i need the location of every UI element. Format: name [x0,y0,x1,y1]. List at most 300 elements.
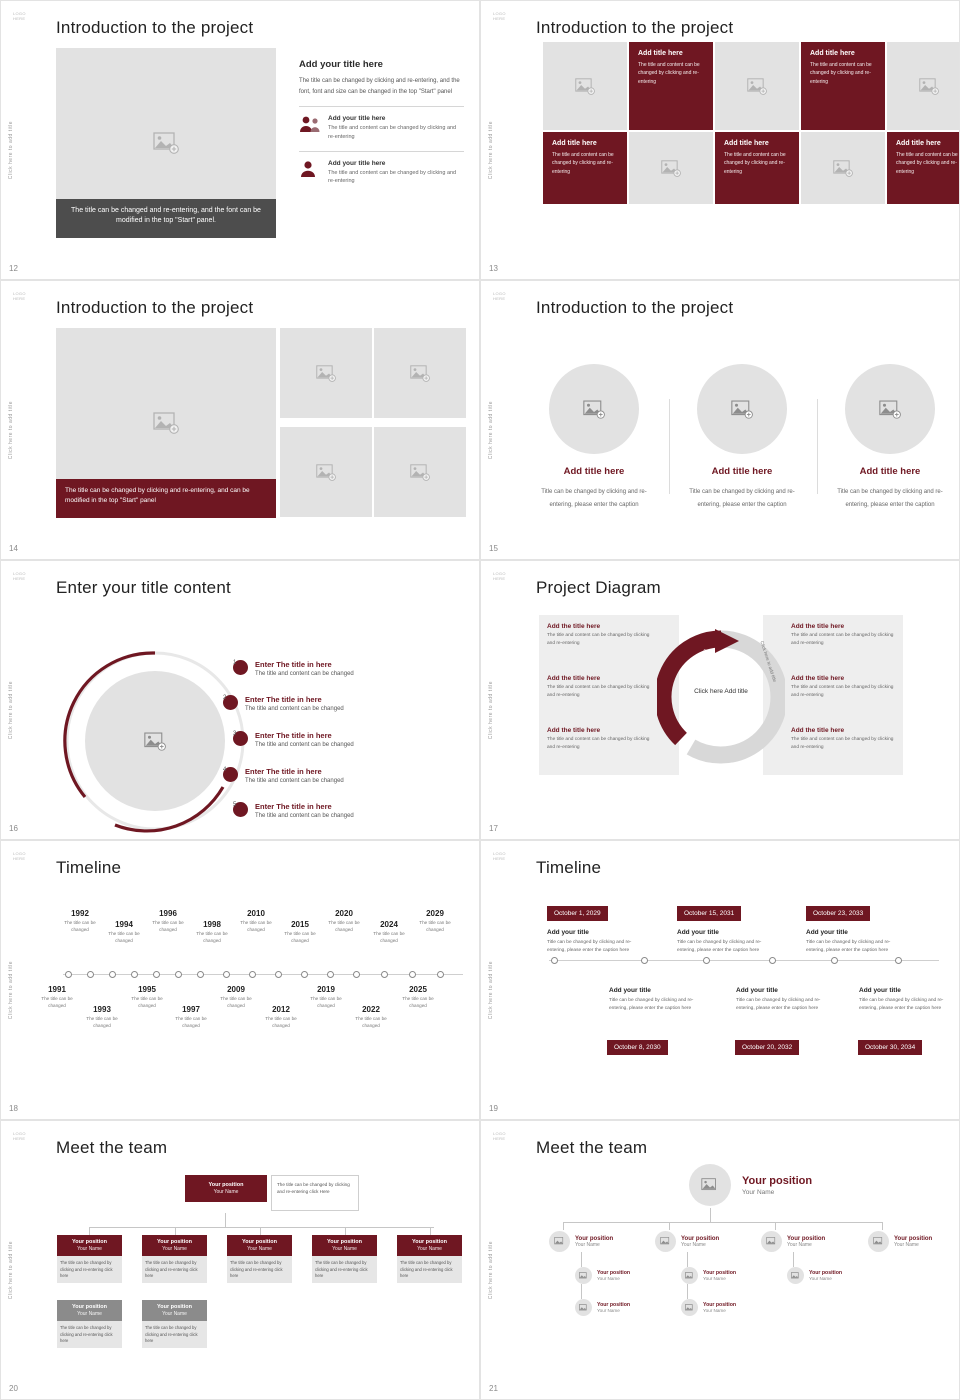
list-item[interactable] [233,802,354,819]
card-title: Add your title [677,929,719,936]
logo-mark: LOGO HERE [13,291,26,301]
item-text: The title and content can be changed by clicking and re-entering [791,633,894,647]
team-node[interactable] [681,1299,736,1316]
org-box[interactable] [57,1300,122,1348]
slide-20[interactable] [0,1120,480,1400]
year: 1992 [71,909,89,918]
timeline-marker[interactable] [831,957,838,964]
page-title: Timeline [56,858,122,877]
timeline-marker[interactable] [223,971,230,978]
caption: The title can be changed [108,931,140,943]
caption: The title can be changed [41,996,73,1008]
item-title: Add the title here [547,675,601,682]
logo-mark: LOGO HERE [493,851,506,861]
position: Your position [71,1239,108,1245]
diagram-item[interactable] [791,675,901,700]
item-title: Add the title here [791,727,845,734]
timeline-marker[interactable] [703,957,710,964]
tile-text[interactable] [801,42,885,130]
list-item-title: Enter The title in here [255,660,332,669]
timeline-marker[interactable] [327,971,334,978]
timeline-label-above[interactable] [278,920,322,945]
timeline-marker[interactable] [131,971,138,978]
list-item-title: Enter The title in here [245,767,322,776]
slide-number: 19 [489,1104,498,1113]
tile-title: Add title here [638,50,683,57]
image-placeholder[interactable] [543,42,627,130]
year: 1991 [48,985,66,994]
timeline-label-above[interactable] [322,909,366,934]
year: 1996 [159,909,177,918]
org-box[interactable] [57,1235,122,1283]
connector [225,1213,226,1227]
position: Your position [411,1239,448,1245]
ring-label-left: Click here to add title [689,648,708,691]
list-item-text: The title and content can be changed [255,813,354,819]
image-placeholder[interactable] [845,364,935,454]
connector [882,1222,883,1230]
page-title: Introduction to the project [536,18,734,37]
slide-18[interactable] [0,840,480,1120]
connector [775,1222,776,1230]
org-text: The title can be changed by clicking and re-entering click here [397,1256,462,1283]
caption: The title can be changed [328,920,360,932]
content-column [299,59,464,195]
column-title: Add title here [711,466,773,477]
caption: The title can be changed [131,996,163,1008]
org-text: The title can be changed by clicking and re-entering click here [57,1321,122,1348]
card-title: Add your title [859,987,901,994]
tile-title: Add title here [810,50,855,57]
column-text: Title can be changed by clicking and re-entering, please enter the caption [689,489,795,508]
feature-column[interactable] [829,364,951,511]
tile-body: The title and content can be changed by clicking and re-entering [810,62,872,85]
timeline-marker[interactable] [641,957,648,964]
slide-number: 16 [9,824,18,833]
caption: The title can be changed [355,1016,387,1028]
tile-title: Add title here [896,140,941,147]
timeline-marker[interactable] [175,971,182,978]
list-item-text: The title and content can be changed [255,671,354,677]
timeline-axis [63,974,463,975]
page-title: Timeline [536,858,602,877]
position: Your position [809,1270,843,1276]
caption: The title can be changed [175,1016,207,1028]
feature-column[interactable] [533,364,655,511]
connector [175,1227,176,1235]
timeline-label-below[interactable] [125,985,169,1010]
name: Your Name [703,1308,726,1313]
page-title: Meet the team [536,1138,648,1157]
timeline-marker[interactable] [769,957,776,964]
card-text: Title can be changed by clicking and re-entering, please enter the caption here [547,940,632,954]
year: 2022 [362,1005,380,1014]
org-box[interactable] [227,1235,292,1283]
caption: The title can be changed [196,931,228,943]
tile-text[interactable] [887,132,960,204]
image-placeholder[interactable] [549,364,639,454]
position: Your position [326,1239,363,1245]
slide-number: 14 [9,544,18,553]
position: Your position [894,1235,933,1242]
image-placeholder[interactable] [374,427,466,517]
timeline-card[interactable] [609,987,705,1014]
team-node[interactable] [575,1299,630,1316]
year: 2009 [227,985,245,994]
org-note[interactable]: The title can be changed by clicking and re-entering click Here [271,1175,359,1211]
timeline-marker[interactable] [353,971,360,978]
page-title: Introduction to the project [56,298,254,317]
slide-number: 15 [489,544,498,553]
caption: The title can be changed [419,920,451,932]
side-label: Click here to add title [488,1241,494,1300]
step-number: 4 [223,767,238,782]
side-label: Click here to add title [8,401,14,460]
org-top-box[interactable] [185,1175,267,1202]
connector [581,1252,582,1267]
tile-grid [543,42,960,204]
ring-graphic [63,649,248,834]
timeline-marker[interactable] [197,971,204,978]
logo-mark: LOGO HERE [493,11,506,21]
page-title: Meet the team [56,1138,168,1157]
position: Your position [787,1235,826,1242]
step-number: 5 [233,802,248,817]
side-label: Click here to add title [488,401,494,460]
item-title: Add the title here [791,623,845,630]
feature-column[interactable] [681,364,803,511]
connector [89,1227,90,1235]
content-body: The title can be changed by clicking and re-entering, and the font, font and size can be changed in the top "Start" panel [299,78,460,95]
org-box[interactable] [142,1300,207,1348]
team-head[interactable] [689,1164,812,1206]
avatar[interactable] [549,1231,570,1252]
name: Your Name [77,1311,102,1318]
timeline-axis [549,960,939,961]
timeline-label-below[interactable] [80,1005,124,1030]
year: 2029 [426,909,444,918]
center-text: Click here Add title [694,688,748,695]
timeline-marker[interactable] [275,971,282,978]
year: 2019 [317,985,335,994]
image-placeholder[interactable] [715,42,799,130]
year: 1993 [93,1005,111,1014]
position: Your position [703,1270,737,1276]
connector [687,1284,688,1299]
team-node[interactable] [549,1231,613,1252]
tile-text[interactable] [543,132,627,204]
org-text: The title can be changed by clicking and re-entering click here [142,1321,207,1348]
team-node[interactable] [575,1267,630,1284]
name: Your Name [247,1246,272,1253]
team-node[interactable] [868,1231,932,1252]
timeline-label-below[interactable] [214,985,258,1010]
connector [669,1222,670,1230]
avatar[interactable] [655,1231,676,1252]
step-number: 3 [233,731,248,746]
person-icon [299,160,321,183]
slide-number: 13 [489,264,498,273]
timeline-card[interactable] [547,929,643,956]
avatar[interactable] [575,1299,592,1316]
name: Your Name [77,1246,102,1253]
caption: The title can be changed [265,1016,297,1028]
year: 1995 [138,985,156,994]
item-text: The title and content can be changed by clicking and re-entering [547,685,650,699]
connector [89,1227,434,1228]
year: 2010 [247,909,265,918]
card-title: Add your title [547,929,589,936]
date-badge[interactable]: October 15, 2031 [677,906,741,921]
list-item[interactable] [223,695,344,712]
date-badge[interactable]: October 8, 2030 [607,1040,668,1055]
tile-text[interactable] [715,132,799,204]
position: Your position [71,1304,108,1310]
connector [345,1227,346,1235]
image-placeholder[interactable] [697,364,787,454]
connector [687,1252,688,1267]
timeline-label-above[interactable] [190,920,234,945]
image-placeholder[interactable] [801,132,885,204]
item-text: The title and content can be changed by clicking and re-entering [791,737,894,751]
diagram-item[interactable] [547,675,657,700]
name: Your Name [597,1276,620,1281]
team-node[interactable] [655,1231,719,1252]
logo-mark: LOGO HERE [13,11,26,21]
diagram-item[interactable] [791,727,901,752]
position: Your position [241,1239,278,1245]
timeline-card[interactable] [736,987,832,1014]
page-title: Project Diagram [536,578,661,597]
timeline-label-above[interactable] [102,920,146,945]
slide-19[interactable] [480,840,960,1120]
slide-number: 20 [9,1384,18,1393]
card-text: Title can be changed by clicking and re-entering, please enter the caption here [859,998,944,1012]
timeline-label-above[interactable] [146,909,190,934]
card-text: Title can be changed by clicking and re-entering, please enter the caption here [806,940,891,954]
date-badge[interactable]: October 23, 2033 [806,906,870,921]
logo-mark: LOGO HERE [493,291,506,301]
slide-number: 12 [9,264,18,273]
name: Your Name [681,1241,706,1248]
name: Your Name [575,1241,600,1248]
item-title: Add the title here [547,727,601,734]
tile-title: Add title here [552,140,597,147]
divider [299,106,464,107]
connector [710,1208,711,1222]
column-title: Add title here [563,466,625,477]
timeline-card[interactable] [859,987,955,1014]
org-box[interactable] [397,1235,462,1283]
caption: The title can be changed [402,996,434,1008]
list-item-title: Enter The title in here [255,731,332,740]
timeline-marker[interactable] [249,971,256,978]
card-title: Add your title [609,987,651,994]
year: 2020 [335,909,353,918]
avatar[interactable] [787,1267,804,1284]
item-title: Add the title here [547,623,601,630]
card-text: Title can be changed by clicking and re-entering, please enter the caption here [609,998,694,1012]
list-item-title: Enter The title in here [245,695,322,704]
timeline-marker[interactable] [65,971,72,978]
image-placeholder[interactable] [280,427,372,517]
avatar[interactable] [681,1299,698,1316]
position: Your position [208,1182,244,1188]
step-number: 2 [223,695,238,710]
image-placeholder[interactable] [629,132,713,204]
date-badge[interactable]: October 1, 2029 [547,906,608,921]
timeline-label-below[interactable] [396,985,440,1010]
tile-body: The title and content can be changed by clicking and re-entering [552,152,614,175]
card-title: Add your title [736,987,778,994]
side-label: Click here to add title [488,961,494,1020]
tile-body: The title and content can be changed by clicking and re-entering [896,152,958,175]
page-title: Introduction to the project [56,18,254,37]
year: 2024 [380,920,398,929]
list-item-title: Add your title here [328,159,386,167]
team-node[interactable] [761,1231,825,1252]
connector [563,1222,883,1223]
org-text: The title can be changed by clicking and re-entering click here [227,1256,292,1283]
year: 2015 [291,920,309,929]
diagram-center-label[interactable] [661,687,781,697]
tile-title: Add title here [724,140,769,147]
item-text: The title and content can be changed by clicking and re-entering [547,633,650,647]
name: Your Name [162,1311,187,1318]
timeline-marker[interactable] [409,971,416,978]
caption: The title can be changed [240,920,272,932]
tile-text[interactable] [629,42,713,130]
timeline-marker[interactable] [437,971,444,978]
org-text: The title can be changed by clicking and re-entering click here [57,1256,122,1283]
step-number: 1 [233,660,248,675]
caption: The title can be changed [152,920,184,932]
list-item-text: The title and content can be changed by clicking and re-entering [328,169,457,185]
card-text: Title can be changed by clicking and re-entering, please enter the caption here [677,940,762,954]
list-item-text: The title and content can be changed by clicking and re-entering [328,125,457,140]
divider [299,151,464,152]
list-item[interactable] [223,767,344,784]
position: Your position [703,1302,737,1308]
page-title: Enter your title content [56,578,231,597]
logo-mark: LOGO HERE [13,1131,26,1141]
logo-mark: LOGO HERE [13,571,26,581]
org-text: The title can be changed by clicking and re-entering click here [142,1256,207,1283]
position: Your position [156,1239,193,1245]
date-badge[interactable]: October 30, 2034 [858,1040,922,1055]
side-label: Click here to add title [488,681,494,740]
diagram-item[interactable] [547,623,657,648]
card-title: Add your title [806,929,848,936]
image-caption: The title can be changed by clicking and re-entering, and can be modified in the top "Start" panel [56,479,276,518]
name: Your Name [787,1241,812,1248]
avatar[interactable] [575,1267,592,1284]
year: 2012 [272,1005,290,1014]
list-item[interactable] [233,660,354,677]
slide-14[interactable] [0,280,480,560]
team-node[interactable] [681,1267,736,1284]
tile-body: The title and content can be changed by clicking and re-entering [724,152,786,175]
year: 2025 [409,985,427,994]
image-placeholder[interactable] [85,671,225,811]
connector [430,1227,431,1235]
avatar[interactable] [761,1231,782,1252]
timeline-marker[interactable] [87,971,94,978]
timeline-marker[interactable] [153,971,160,978]
list-item-title: Add your title here [328,115,386,122]
slide-16[interactable] [0,560,480,840]
name: Your Name [213,1189,239,1196]
timeline-label-above[interactable] [234,909,278,934]
name: Your Name [417,1246,442,1253]
list-item[interactable] [233,731,354,748]
team-node[interactable] [787,1267,842,1284]
timeline-marker[interactable] [301,971,308,978]
person-icon [299,115,321,138]
timeline-card[interactable] [677,929,773,956]
caption: The title can be changed [284,931,316,943]
position: Your position [597,1270,631,1276]
caption: The title can be changed [373,931,405,943]
avatar[interactable] [689,1164,731,1206]
item-title: Add the title here [791,675,845,682]
timeline-label-above[interactable] [367,920,411,945]
org-box[interactable] [312,1235,377,1283]
timeline-label-above[interactable] [58,909,102,934]
logo-mark: LOGO HERE [493,1131,506,1141]
column-text: Title can be changed by clicking and re-entering, please enter the caption [837,489,943,508]
ring-label-right: Click here to add title [759,640,778,683]
timeline-label-below[interactable] [35,985,79,1010]
timeline-label-above[interactable] [413,909,457,934]
diagram-item[interactable] [547,727,657,752]
timeline-marker[interactable] [551,957,558,964]
image-placeholder[interactable] [280,328,372,418]
connector [793,1252,794,1267]
year: 1994 [115,920,133,929]
timeline-marker[interactable] [109,971,116,978]
timeline-card[interactable] [806,929,902,956]
timeline-marker[interactable] [895,957,902,964]
list-item-text: The title and content can be changed [245,778,344,784]
avatar[interactable] [681,1267,698,1284]
divider [817,399,818,494]
slide-17[interactable] [480,560,960,840]
name: Your Name [742,1188,775,1196]
name: Your Name [332,1246,357,1253]
timeline-label-below[interactable] [304,985,348,1010]
slide-21[interactable] [480,1120,960,1400]
image-placeholder[interactable] [887,42,960,130]
org-box[interactable] [142,1235,207,1283]
slide-15[interactable] [480,280,960,560]
position: Your position [597,1302,631,1308]
list-item[interactable] [299,115,464,142]
timeline-label-below[interactable] [349,1005,393,1030]
image-placeholder[interactable] [374,328,466,418]
name: Your Name [162,1246,187,1253]
timeline-label-below[interactable] [169,1005,213,1030]
timeline-marker[interactable] [381,971,388,978]
slide-13[interactable] [480,0,960,280]
timeline-label-below[interactable] [259,1005,303,1030]
date-badge[interactable]: October 20, 2032 [735,1040,799,1055]
slide-12[interactable] [0,0,480,280]
avatar[interactable] [868,1231,889,1252]
list-item[interactable] [299,160,464,187]
divider [669,399,670,494]
diagram-item[interactable] [791,623,901,648]
